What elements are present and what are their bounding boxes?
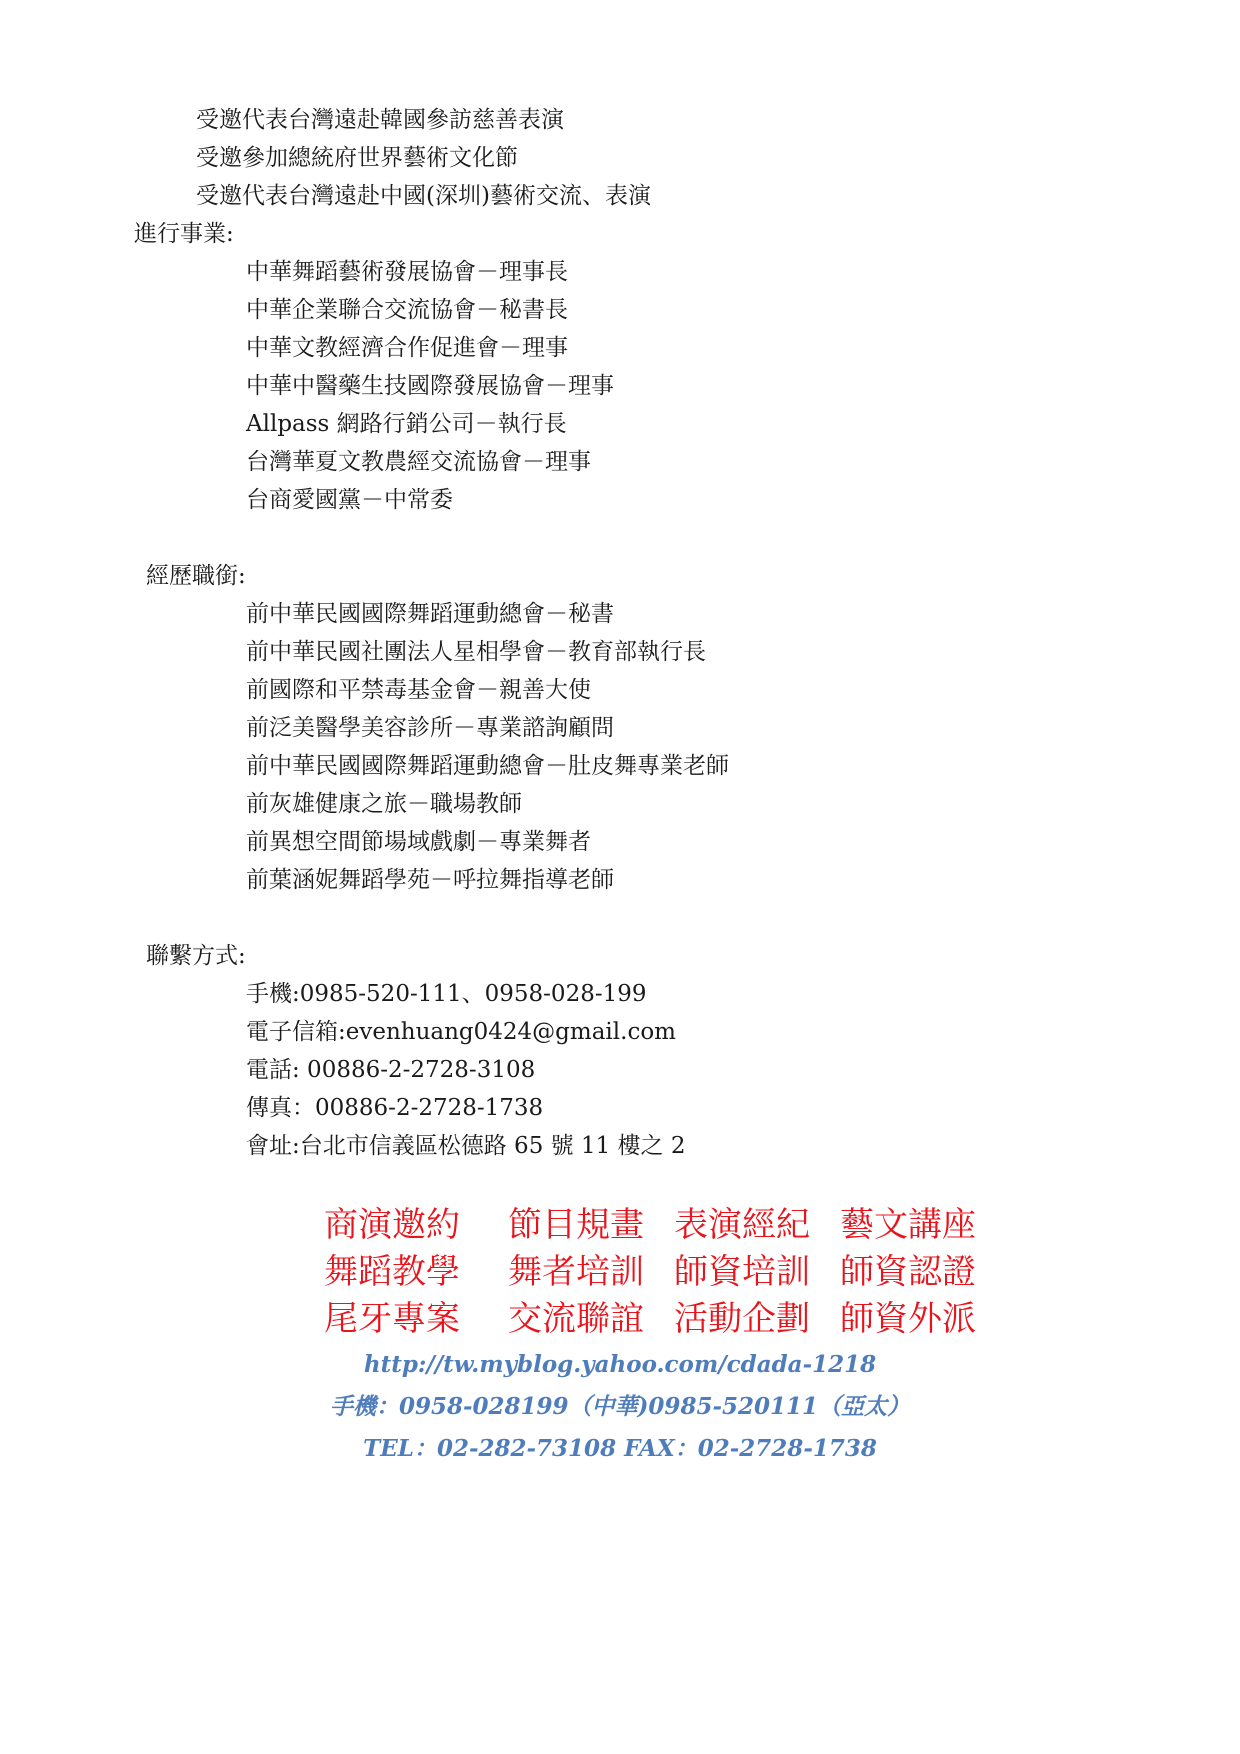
contact-email: 電子信箱:evenhuang0424@gmail.com xyxy=(246,1019,676,1045)
service-item: 交流聯誼 xyxy=(508,1299,644,1339)
section-heading-contact: 聯繫方式: xyxy=(146,943,246,969)
service-item: 商演邀約 xyxy=(324,1205,460,1245)
service-item: 表演經紀 xyxy=(674,1205,810,1245)
list-item: 前中華民國國際舞蹈運動總會－肚皮舞專業老師 xyxy=(246,753,729,779)
list-item: 中華文教經濟合作促進會－理事 xyxy=(246,335,568,361)
service-item: 尾牙專案 xyxy=(324,1299,460,1339)
section-heading-experience: 經歷職銜: xyxy=(146,563,246,589)
invite-line: 受邀代表台灣遠赴韓國參訪慈善表演 xyxy=(196,107,564,133)
invite-line: 受邀參加總統府世界藝術文化節 xyxy=(196,145,518,171)
list-item: 中華中醫藥生技國際發展協會－理事 xyxy=(246,373,614,399)
list-item: 前灰雄健康之旅－職場教師 xyxy=(246,791,522,817)
footer-tel-fax: TEL：02-282-73108 FAX：02-2728-1738 xyxy=(363,1435,877,1462)
list-item: Allpass 網路行銷公司－執行長 xyxy=(246,411,567,437)
service-item: 師資培訓 xyxy=(674,1252,810,1292)
contact-mobile: 手機:0985-520-111、0958-028-199 xyxy=(246,981,647,1007)
list-item: 前異想空間節場域戲劇－專業舞者 xyxy=(246,829,591,855)
list-item: 前中華民國國際舞蹈運動總會－秘書 xyxy=(246,601,614,627)
contact-address: 會址:台北市信義區松德路 65 號 11 樓之 2 xyxy=(246,1133,686,1159)
contact-phone: 電話: 00886-2-2728-3108 xyxy=(246,1057,536,1083)
section-heading-current: 進行事業: xyxy=(134,221,234,247)
blog-url[interactable]: http://tw.myblog.yahoo.com/cdada-1218 xyxy=(363,1351,877,1378)
service-item: 師資認證 xyxy=(840,1252,976,1292)
service-item: 舞蹈教學 xyxy=(324,1252,460,1292)
list-item: 中華舞蹈藝術發展協會－理事長 xyxy=(246,259,568,285)
list-item: 前中華民國社團法人星相學會－教育部執行長 xyxy=(246,639,706,665)
list-item: 中華企業聯合交流協會－秘書長 xyxy=(246,297,568,323)
list-item: 前葉涵妮舞蹈學苑－呼拉舞指導老師 xyxy=(246,867,614,893)
service-item: 舞者培訓 xyxy=(508,1252,644,1292)
contact-fax: 傳真：00886-2-2728-1738 xyxy=(246,1095,544,1121)
list-item: 台灣華夏文教農經交流協會－理事 xyxy=(246,449,591,475)
list-item: 前國際和平禁毒基金會－親善大使 xyxy=(246,677,591,703)
footer-mobile: 手機：0958-028199（中華)0985-520111（亞太） xyxy=(329,1393,911,1420)
invite-line: 受邀代表台灣遠赴中國(深圳)藝術交流、表演 xyxy=(196,183,651,209)
list-item: 前泛美醫學美容診所－專業諮詢顧問 xyxy=(246,715,614,741)
service-item: 師資外派 xyxy=(840,1299,976,1339)
service-item: 藝文講座 xyxy=(840,1205,976,1245)
list-item: 台商愛國黨－中常委 xyxy=(246,487,453,513)
service-item: 節目規畫 xyxy=(508,1205,644,1245)
service-item: 活動企劃 xyxy=(674,1299,810,1339)
